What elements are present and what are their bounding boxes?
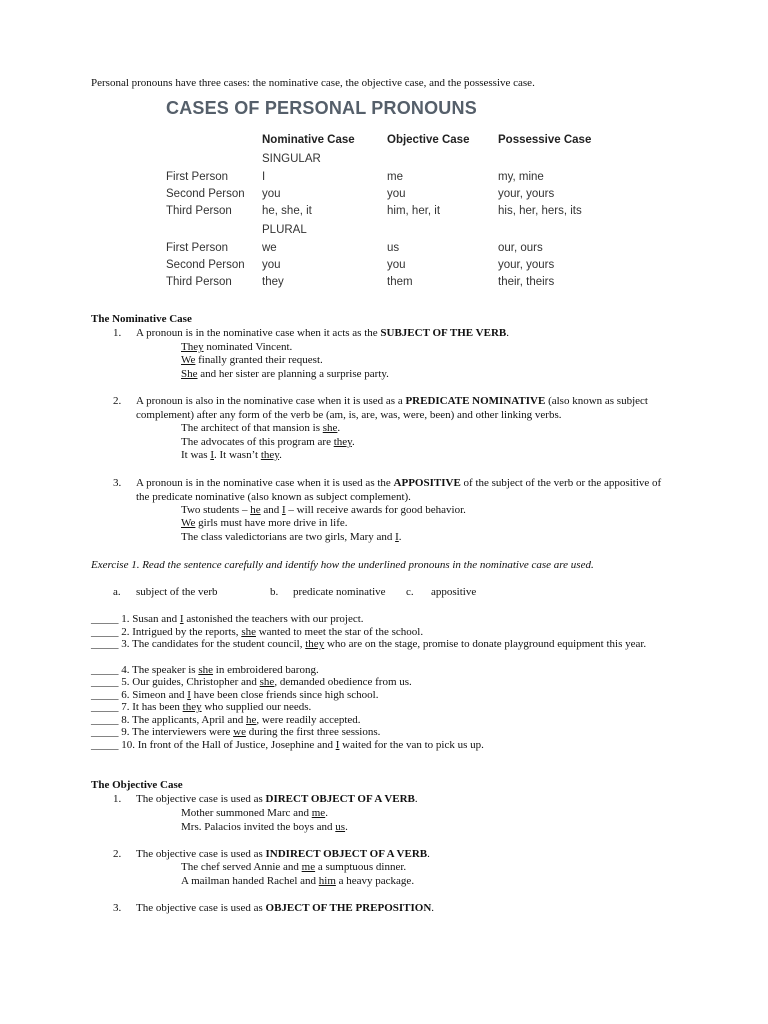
example-sentence: The architect of that mansion is she. bbox=[181, 422, 341, 434]
rule-keyword: PREDICATE NOMINATIVE bbox=[405, 395, 546, 407]
example-sentence: They nominated Vincent. bbox=[181, 341, 293, 353]
rule-number: 2. bbox=[113, 395, 122, 407]
row-person: Second Person bbox=[166, 259, 245, 271]
answer-blank[interactable]: _____ bbox=[91, 739, 119, 751]
cell-objective: him, her, it bbox=[387, 205, 441, 217]
underlined-pronoun: me bbox=[311, 807, 326, 819]
underlined-pronoun: they bbox=[260, 449, 280, 461]
exercise-item: _____ 3. The candidates for the student council, they who are on the stage, promise to donate playground equipment this year. bbox=[91, 638, 647, 650]
row-person: First Person bbox=[166, 171, 228, 183]
header-objective: Objective Case bbox=[387, 134, 470, 146]
underlined-pronoun: we bbox=[233, 726, 246, 738]
cell-nominative: you bbox=[262, 259, 281, 271]
exercise-item: _____ 7. It has been they who supplied our needs. bbox=[91, 701, 312, 713]
answer-blank[interactable]: _____ bbox=[91, 613, 119, 625]
answer-blank[interactable]: _____ bbox=[91, 701, 119, 713]
cell-nominative: I bbox=[262, 171, 266, 183]
underlined-pronoun: I bbox=[210, 449, 214, 461]
intro-text: Personal pronouns have three cases: the nominative case, the objective case, and the possessive case. bbox=[91, 77, 535, 89]
underlined-pronoun: us bbox=[335, 821, 346, 833]
example-sentence: Mrs. Palacios invited the boys and us. bbox=[181, 821, 348, 833]
rule-text: A pronoun is also in the nominative case when it is used as a PREDICATE NOMINATIVE (also known as subject complement) after any form of the verb be (am, is, are, was, were, been) and other linking verbs. bbox=[136, 395, 648, 421]
example-sentence: The class valedictorians are two girls, Mary and I. bbox=[181, 531, 402, 543]
cell-objective: you bbox=[387, 259, 406, 271]
section-heading-objective: The Objective Case bbox=[91, 779, 183, 791]
answer-blank[interactable]: _____ bbox=[91, 689, 119, 701]
underlined-pronoun: We bbox=[181, 517, 196, 529]
cell-objective: them bbox=[387, 276, 413, 288]
rule-text: A pronoun is in the nominative case when it is used as the APPOSITIVE of the subject of the verb or the appositive of the predicate nominative (also known as subject complement). bbox=[136, 477, 662, 503]
answer-blank[interactable]: _____ bbox=[91, 638, 119, 650]
cell-objective: us bbox=[387, 242, 400, 254]
rule-text: The objective case is used as DIRECT OBJECT OF A VERB. bbox=[136, 793, 418, 805]
underlined-pronoun: I bbox=[281, 504, 286, 516]
example-sentence: We finally granted their request. bbox=[181, 354, 323, 366]
exercise-item: _____ 2. Intrigued by the reports, she wanted to meet the star of the school. bbox=[91, 626, 424, 638]
example-sentence: We girls must have more drive in life. bbox=[181, 517, 348, 529]
choice-text: subject of the verb bbox=[136, 586, 218, 598]
rule-keyword: INDIRECT OBJECT OF A VERB bbox=[265, 848, 428, 860]
underlined-pronoun: she bbox=[322, 422, 338, 434]
exercise-item: _____ 6. Simeon and I have been close friends since high school. bbox=[91, 689, 379, 701]
underlined-pronoun: We bbox=[181, 354, 196, 366]
cell-possessive: my, mine bbox=[498, 171, 544, 183]
cell-possessive: our, ours bbox=[498, 242, 543, 254]
plural-label: PLURAL bbox=[262, 224, 307, 236]
row-person: Third Person bbox=[166, 205, 232, 217]
cell-nominative: you bbox=[262, 188, 281, 200]
rule-number: 3. bbox=[113, 902, 122, 914]
underlined-pronoun: they bbox=[182, 701, 202, 713]
rule-number: 3. bbox=[113, 477, 122, 489]
rule-keyword: APPOSITIVE bbox=[393, 477, 461, 489]
exercise-item: _____ 9. The interviewers were we during the first three sessions. bbox=[91, 726, 381, 738]
cell-nominative: he, she, it bbox=[262, 205, 312, 217]
answer-blank[interactable]: _____ bbox=[91, 676, 119, 688]
cell-nominative: we bbox=[262, 242, 277, 254]
rule-number: 2. bbox=[113, 848, 122, 860]
header-possessive: Possessive Case bbox=[498, 134, 592, 146]
cell-nominative: they bbox=[262, 276, 284, 288]
underlined-pronoun: they bbox=[305, 638, 325, 650]
rule-keyword: DIRECT OBJECT OF A VERB bbox=[265, 793, 415, 805]
row-person: Second Person bbox=[166, 188, 245, 200]
underlined-pronoun: she bbox=[241, 626, 256, 638]
rule-text: The objective case is used as OBJECT OF THE PREPOSITION. bbox=[136, 902, 435, 914]
row-person: Third Person bbox=[166, 276, 232, 288]
singular-label: SINGULAR bbox=[262, 153, 321, 165]
rule-keyword: SUBJECT OF THE VERB bbox=[380, 327, 507, 339]
underlined-pronoun: they bbox=[333, 436, 352, 448]
underlined-pronoun: me bbox=[301, 861, 316, 873]
rule-text: A pronoun is in the nominative case when it acts as the SUBJECT OF THE VERB. bbox=[136, 327, 509, 339]
underlined-pronoun: he bbox=[250, 504, 261, 516]
answer-blank[interactable]: _____ bbox=[91, 664, 119, 676]
cell-possessive: their, theirs bbox=[498, 276, 555, 288]
example-sentence: The advocates of this program are they. bbox=[181, 436, 355, 448]
row-person: First Person bbox=[166, 242, 228, 254]
example-sentence: Mother summoned Marc and me. bbox=[181, 807, 328, 819]
example-sentence: Two students – he and I – will receive awards for good behavior. bbox=[181, 504, 466, 516]
answer-blank[interactable]: _____ bbox=[91, 626, 119, 638]
table-title: CASES OF PERSONAL PRONOUNS bbox=[166, 98, 477, 118]
underlined-pronoun: she bbox=[198, 664, 214, 676]
cell-possessive: his, her, hers, its bbox=[498, 205, 582, 217]
underlined-pronoun: She bbox=[181, 368, 198, 380]
choice-letter: a. bbox=[113, 586, 121, 598]
underlined-pronoun: he bbox=[246, 714, 257, 726]
rule-keyword: OBJECT OF THE PREPOSITION bbox=[265, 902, 432, 914]
choice-text: appositive bbox=[431, 586, 477, 598]
example-sentence: A mailman handed Rachel and him a heavy package. bbox=[181, 875, 415, 887]
answer-blank[interactable]: _____ bbox=[91, 714, 119, 726]
exercise-item: _____ 4. The speaker is she in embroidered barong. bbox=[91, 664, 319, 676]
example-sentence: The chef served Annie and me a sumptuous dinner. bbox=[181, 861, 407, 873]
choice-text: predicate nominative bbox=[293, 586, 386, 598]
rule-number: 1. bbox=[113, 793, 122, 805]
underlined-pronoun: I bbox=[395, 531, 399, 543]
underlined-pronoun: she bbox=[259, 676, 275, 688]
cell-possessive: your, yours bbox=[498, 259, 555, 271]
underlined-pronoun: They bbox=[181, 341, 204, 353]
exercise-item: _____ 1. Susan and I astonished the teachers with our project. bbox=[91, 613, 364, 625]
underlined-pronoun: I bbox=[179, 613, 184, 625]
rule-text: The objective case is used as INDIRECT OBJECT OF A VERB. bbox=[136, 848, 430, 860]
cell-objective: me bbox=[387, 171, 403, 183]
underlined-pronoun: him bbox=[318, 875, 336, 887]
cell-objective: you bbox=[387, 188, 406, 200]
underlined-pronoun: I bbox=[187, 689, 191, 701]
header-nominative: Nominative Case bbox=[262, 134, 355, 146]
example-sentence: It was I. It wasn’t they. bbox=[181, 449, 282, 461]
exercise-item: _____ 5. Our guides, Christopher and she, demanded obedience from us. bbox=[91, 676, 412, 688]
underlined-pronoun: I bbox=[335, 739, 340, 751]
exercise-item: _____ 10. In front of the Hall of Justice, Josephine and I waited for the van to pick us up. bbox=[91, 739, 484, 751]
cell-possessive: your, yours bbox=[498, 188, 555, 200]
choice-letter: b. bbox=[270, 586, 279, 598]
section-heading-nominative: The Nominative Case bbox=[91, 313, 192, 325]
example-sentence: She and her sister are planning a surprise party. bbox=[181, 368, 389, 380]
exercise-item: _____ 8. The applicants, April and he, were readily accepted. bbox=[91, 714, 361, 726]
exercise-instruction: Exercise 1. Read the sentence carefully and identify how the underlined pronouns in the nominative case are used. bbox=[91, 559, 594, 571]
answer-blank[interactable]: _____ bbox=[91, 726, 119, 738]
choice-letter: c. bbox=[406, 586, 414, 598]
rule-number: 1. bbox=[113, 327, 122, 339]
